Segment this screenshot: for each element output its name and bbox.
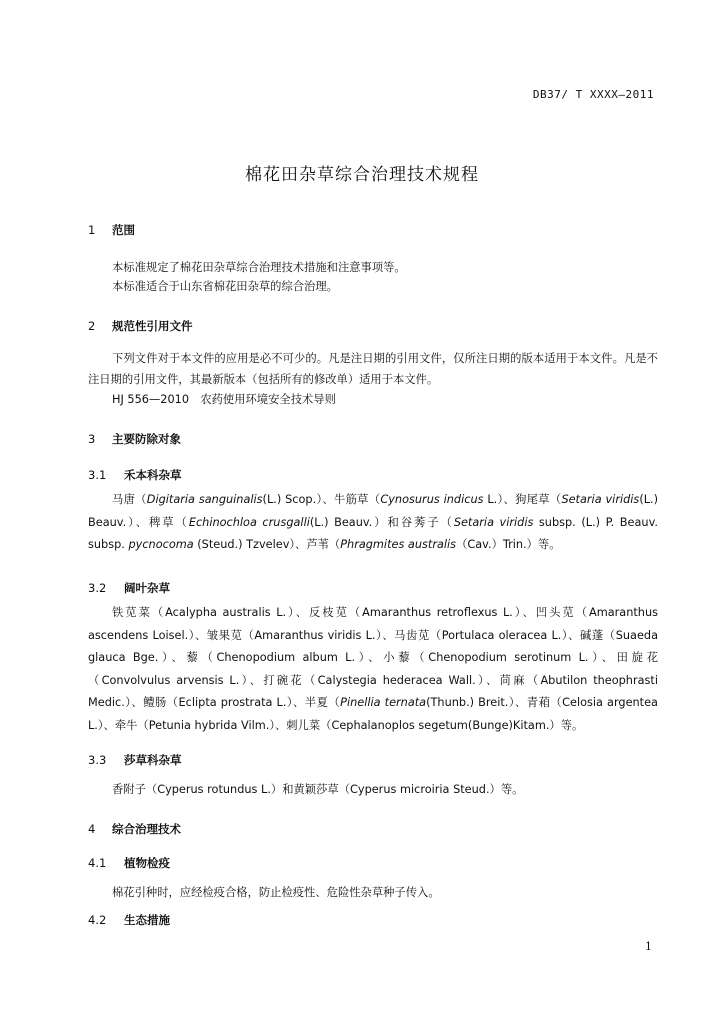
section-title: 范围: [112, 223, 136, 237]
subsection-3-3-heading: [88, 752, 182, 768]
section-1-para-1: 本标准规定了棉花田杂草综合治理技术措施和注意事项等。: [112, 261, 406, 274]
section-number: 4: [88, 822, 96, 836]
section-2-heading: [88, 318, 193, 334]
subsection-title: 植物检疫: [124, 856, 171, 870]
subsection-3-1-para: 马唐（Digitaria sanguinalis(L.) Scop.）、牛筋草（Cynosurus indicus L.）、狗尾草（Setaria viridis(L.) Beauv.）、稗草（Echinochloa crusgalli(L.) Beauv.）和谷莠子（Setaria viridis subsp. (L.) P. Beauv. subsp. pycnocoma (Steud.) Tzvelev）、芦苇（Phragmites australis（Cav.）Trin.）等。: [88, 493, 659, 551]
section-4-heading: [88, 821, 181, 837]
subsection-3-1-heading: [88, 467, 182, 483]
section-1-para-2: 本标准适合于山东省棉花田杂草的综合治理。: [112, 280, 338, 293]
subsection-3-2-heading: [88, 580, 170, 596]
section-2-para: 下列文件对于本文件的应用是必不可少的。凡是注日期的引用文件，仅所注日期的版本适用于本文件。凡是不注日期的引用文件，其最新版本（包括所有的修改单）适用于本文件。: [88, 352, 658, 386]
section-title: 主要防除对象: [112, 432, 182, 446]
normative-reference: HJ 556—2010 农药使用环境安全技术导则: [112, 393, 336, 406]
subsection-4-1-para: 棉花引种时，应经检疫合格，防止检疫性、危险性杂草种子传入。: [112, 886, 440, 899]
section-title: 综合治理技术: [112, 822, 182, 836]
subsection-number: 3.1: [88, 468, 107, 482]
subsection-number: 4.2: [88, 913, 107, 927]
subsection-4-2-heading: [88, 912, 170, 928]
subsection-3-3-para: 香附子（Cyperus rotundus L.）和黄颖莎草（Cyperus microiria Steud.）等。: [112, 783, 524, 796]
subsection-3-2-para: 铁苋菜（Acalypha australis L.）、反枝苋（Amaranthus retroflexus L.）、凹头苋（Amaranthus ascendens Loisel.）、皱果苋（Amaranthus viridis L.）、马齿苋（Portulaca oleracea L.）、碱蓬（Suaeda glauca Bge.）、藜（Chenopodium album L.）、小藜（Chenopodium serotinum L.）、田旋花（Convolvulus arvensis L.）、打碗花（Calystegia hederacea Wall.）、苘麻（Abutilon theophrasti Medic.）、鳢肠（Eclipta prostrata L.）、半夏（Pinellia ternata(Thunb.) Breit.）、青葙（Celosia argentea L.）、牵牛（Petunia hybrida Vilm.）、刺儿菜（Cephalanoplos segetum(Bunge)Kitam.）等。: [88, 606, 658, 732]
section-1-heading: [88, 222, 135, 238]
subsection-title: 阔叶杂草: [124, 581, 171, 595]
subsection-title: 莎草科杂草: [124, 753, 182, 767]
section-number: 3: [88, 432, 96, 446]
section-3-heading: [88, 431, 181, 447]
subsection-number: 3.2: [88, 581, 107, 595]
section-number: 1: [88, 223, 96, 237]
document-title: 棉花田杂草综合治理技术规程: [245, 165, 479, 185]
subsection-title: 生态措施: [124, 913, 171, 927]
document-code: DB37/ T XXXX—2011: [532, 88, 654, 101]
section-title: 规范性引用文件: [112, 319, 193, 333]
subsection-4-1-heading: [88, 855, 170, 871]
subsection-number: 4.1: [88, 856, 107, 870]
page-number: 1: [645, 940, 652, 953]
subsection-number: 3.3: [88, 753, 107, 767]
subsection-title: 禾本科杂草: [124, 468, 182, 482]
section-number: 2: [88, 319, 96, 333]
